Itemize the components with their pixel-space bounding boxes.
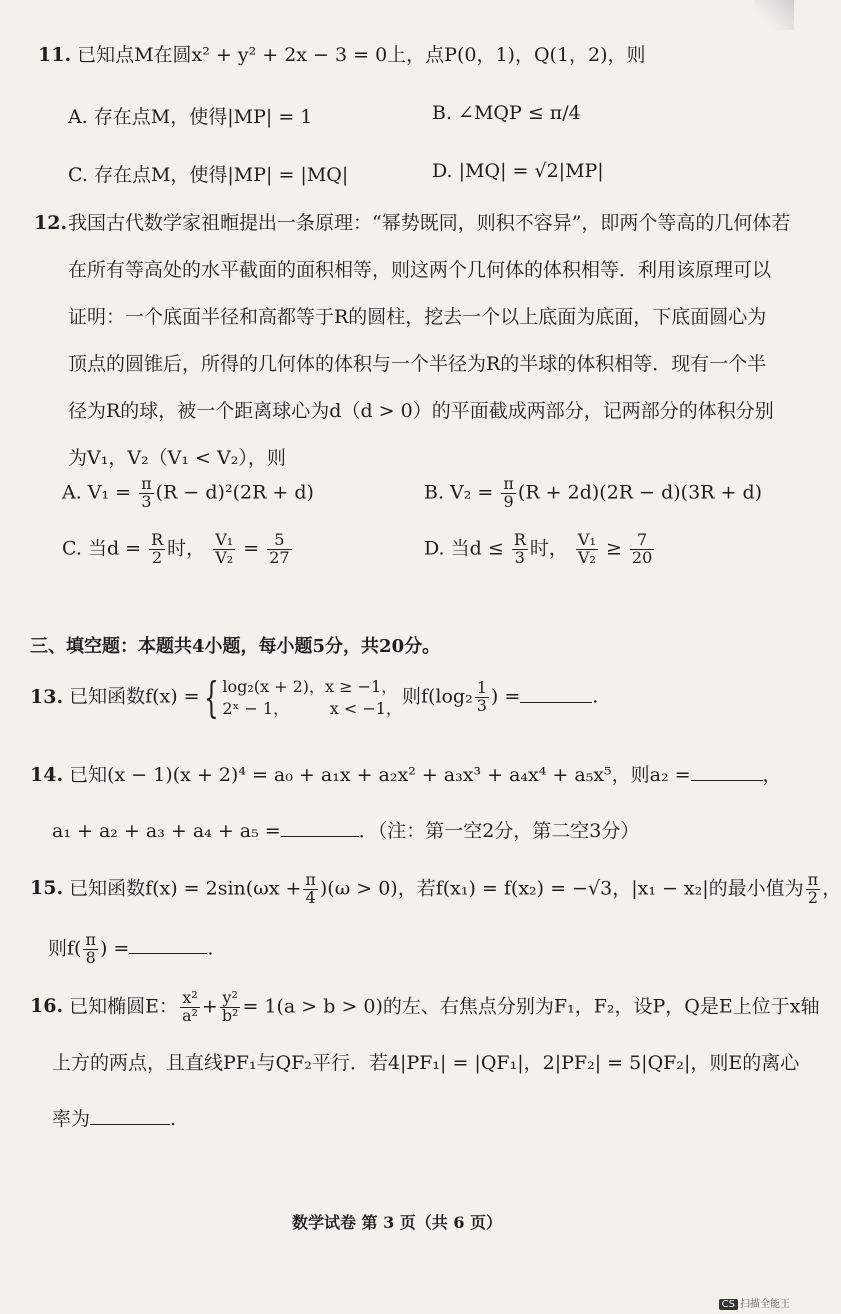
fraction: $\frac{\text{x²}}{\text{a²}}$ [181, 988, 198, 1025]
q12-line: 我国古代数学家祖暅提出一条原理：“幂势既同，则积不容异”，即两个等高的几何体若 [68, 212, 791, 234]
question-13: 13. 已知函数f(x) ={ log₂(x + 2)，x ≥ −1， 2ˣ − 1， x < −1， 则f(log₂ $\frac{1}{3}$ ) = . [30, 672, 599, 722]
fraction: $\frac{\pi}{8}$ [85, 930, 96, 967]
q12-line: 顶点的圆锥后，所得的几何体的体积与一个半径为R的半球的体积相等．现有一个半 [68, 353, 767, 375]
answer-blank[interactable] [281, 818, 359, 837]
q12-line: 径为R的球，被一个距离球心为d（d > 0）的平面截成两部分，记两部分的体积分别 [68, 400, 774, 422]
q11-option-a: A. 存在点M，使得|MP| = 1 [68, 106, 313, 128]
q12-option-d: D. 当d ≤ $\frac{R}{3}$ 时， $\frac{\text{V₁}}{\text{V₂}}$ ≥ $\frac{7}{20}$ [424, 530, 653, 567]
scanner-watermark: CS 扫描全能王 [719, 1295, 790, 1310]
fraction: $\frac{\pi}{9}$ [503, 474, 514, 511]
question-16-line-3: 率为 . [52, 1108, 177, 1130]
answer-blank[interactable] [90, 1106, 170, 1125]
q12-option-a: A. V₁ = $\frac{\pi}{3}$ (R − d)²(2R + d) [62, 474, 314, 511]
question-12-stem [68, 200, 791, 482]
fraction: $\frac{R}{2}$ [151, 530, 164, 567]
question-16-line-2: 上方的两点，且直线PF₁与QF₂平行．若4|PF₁| = |QF₁|，2|PF₂| = 5|QF₂|，则E的离心 [52, 1052, 800, 1074]
question-number: 11. [38, 44, 72, 66]
fraction: $\frac{\text{V₁}}{\text{V₂}}$ [577, 530, 596, 567]
answer-blank[interactable] [691, 762, 763, 781]
question-15-line-2: 则f( $\frac{\pi}{8}$ ) = . [48, 930, 214, 967]
question-16-line-1: 16. 已知椭圆E： $\frac{\text{x²}}{\text{a²}}$ + $\frac{\text{y²}}{\text{b²}}$ = 1(a > b > 0)的左、右焦点分别为F₁，F₂，设P，Q是E上位于x轴 [30, 988, 820, 1025]
answer-blank[interactable] [520, 684, 592, 703]
fraction: $\frac{\text{y²}}{\text{b²}}$ [221, 988, 239, 1025]
answer-blank[interactable] [129, 935, 207, 954]
q12-line: 证明：一个底面半径和高都等于R的圆柱，挖去一个以上底面为底面，下底面圆心为 [68, 306, 767, 328]
piecewise: { log₂(x + 2)，x ≥ −1， 2ˣ − 1， x < −1， [203, 672, 402, 722]
page-footer: 数学试卷 第 3 页（共 6 页） [291, 1213, 503, 1232]
section-heading: 三、填空题：本题共4小题，每小题5分，共20分。 [30, 636, 441, 657]
page-corner-fold [754, 0, 794, 30]
q11-option-b: B. ∠MQP ≤ π/4 [432, 102, 581, 124]
fraction: $\frac{7}{20}$ [631, 530, 653, 567]
scanner-logo-icon: CS [719, 1299, 738, 1310]
fraction: $\frac{R}{3}$ [513, 530, 526, 567]
question-14-line-2: a₁ + a₂ + a₃ + a₄ + a₅ = ．（注：第一空2分，第二空3分） [52, 820, 640, 842]
fraction: $\frac{5}{27}$ [269, 530, 290, 567]
question-11-stem: 11. 已知点M在圆x² + y² + 2x − 3 = 0上，点P(0，1)，Q(1，2)，则 [38, 44, 646, 66]
question-12-number: 12. [34, 212, 68, 234]
q12-line: 在所有等高处的水平截面的面积相等，则这两个几何体的体积相等．利用该原理可以 [68, 259, 772, 281]
q12-line: 为V₁，V₂（V₁ < V₂），则 [68, 447, 286, 469]
fraction: $\frac{\text{V₁}}{\text{V₂}}$ [215, 530, 234, 567]
fraction: $\frac{\pi}{3}$ [141, 474, 152, 511]
q11-option-c: C. 存在点M，使得|MP| = |MQ| [68, 164, 349, 186]
q11-option-d: D. |MQ| = √2|MP| [432, 160, 604, 182]
fraction: $\frac{1}{3}$ [476, 678, 487, 716]
fraction: $\frac{\pi}{4}$ [305, 870, 316, 907]
q12-option-b: B. V₂ = $\frac{\pi}{9}$ (R + 2d)(2R − d)(3R + d) [424, 474, 763, 511]
q12-option-c: C. 当d = $\frac{R}{2}$ 时， $\frac{\text{V₁}}{\text{V₂}}$ = $\frac{5}{27}$ [62, 530, 290, 567]
fraction: $\frac{\pi}{2}$ [807, 870, 819, 907]
question-15-line-1: 15. 已知函数f(x) = 2sin(ωx + $\frac{\pi}{4}$ )(ω > 0)，若f(x₁) = f(x₂) = −√3，|x₁ − x₂|的最小值为 $\frac{\pi}{2}$ ， [30, 870, 841, 907]
question-14-line-1: 14. 已知(x − 1)(x + 2)⁴ = a₀ + a₁x + a₂x² + a₃x³ + a₄x⁴ + a₅x⁵，则a₂ = ， [30, 764, 782, 786]
